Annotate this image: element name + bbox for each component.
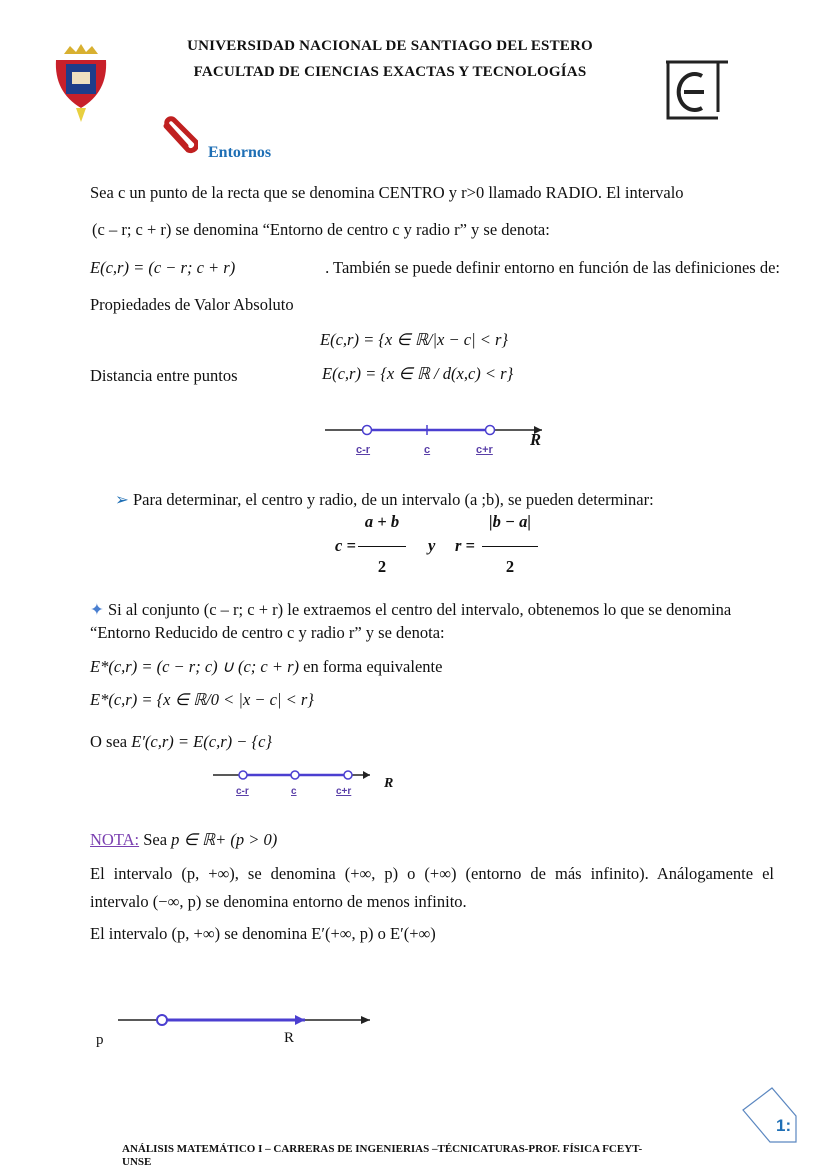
open-point	[363, 426, 372, 435]
nota-line-2: intervalo (−∞, p) se denomina entorno de menos infinito.	[90, 892, 467, 911]
intro-line-4: Propiedades de Valor Absoluto	[90, 295, 294, 314]
label-c-plus-r: c+r	[336, 786, 352, 797]
bullet-item: ➢ Para determinar, el centro y radio, de un intervalo (a ;b), se pueden determinar:	[115, 490, 654, 509]
r-equals: r =	[455, 536, 475, 555]
label-c: c	[424, 444, 431, 456]
page-number: 1:	[776, 1116, 792, 1135]
intro-line-2: (c – r; c + r) se denomina “Entorno de centro c y radio r” y se denota:	[92, 220, 550, 239]
number-line-1	[320, 420, 550, 440]
label-c: c	[291, 786, 297, 797]
number-line-3	[115, 1010, 375, 1030]
neighborhood-formula: E(c,r) = (c − r; c + r)	[90, 258, 236, 277]
abs-value-formula: E(c,r) = {x ∈ ℝ/|x − c| < r}	[320, 330, 509, 349]
fraction-r	[482, 512, 538, 577]
distance-label: Distancia entre puntos	[90, 366, 238, 385]
distance-formula: E(c,r) = {x ∈ ℝ / d(x,c) < r}	[322, 364, 514, 383]
intro-line-1: Sea c un punto de la recta que se denomina CENTRO y r>0 llamado RADIO. El intervalo	[90, 183, 684, 202]
label-p: p	[96, 1032, 104, 1048]
label-c-plus-r: c+r	[476, 444, 493, 456]
paperclip-icon	[158, 116, 198, 160]
c-denominator: 2	[377, 557, 387, 576]
reduced-line-2: “Entorno Reducido de centro c y radio r” y se denota:	[90, 623, 445, 642]
intro-line-3-text: . También se puede definir entorno en función de las definiciones de:	[325, 258, 780, 277]
open-point	[486, 426, 495, 435]
star-bullet-icon: ✦	[90, 600, 108, 619]
label-c-minus-r: c-r	[236, 786, 249, 797]
axis-label-r: R	[284, 1030, 295, 1046]
footer-line-1: ANÁLISIS MATEMÁTICO I – CARRERAS DE INGENIERIAS –TÉCNICATURAS-PROF. FÍSICA FCEYT-	[122, 1143, 643, 1155]
faculty-logo	[658, 52, 732, 124]
label-c-minus-r: c-r	[356, 444, 371, 456]
fraction-c	[358, 512, 406, 577]
university-name: UNIVERSIDAD NACIONAL DE SANTIAGO DEL ESTERO	[187, 38, 593, 54]
axis-label-r: R	[530, 430, 542, 449]
r-numerator: |b − a|	[482, 512, 538, 547]
c-equals: c =	[335, 536, 356, 555]
faculty-name: FACULTAD DE CIENCIAS EXACTAS Y TECNOLOGÍAS	[193, 64, 587, 80]
c-numerator: a + b	[358, 512, 406, 547]
nota-line-1: El intervalo (p, +∞), se denomina (+∞, p) o (+∞) (entorno de más infinito). Análogamente el	[90, 864, 774, 883]
reduced-formula-3: O sea E′(c,r) = E(c,r) − {c}	[90, 732, 273, 751]
reduced-formula-1: E*(c,r) = (c − r; c) ∪ (c; c + r) en forma equivalente	[90, 657, 443, 676]
conjunction-y: y	[428, 536, 436, 555]
axis-label-r: R	[384, 776, 394, 791]
nota-line: NOTA: Sea p ∈ ℝ+ (p > 0)	[90, 830, 278, 849]
number-line-2	[210, 766, 375, 784]
footer-line-2: UNSE	[122, 1156, 152, 1168]
arrow-bullet-icon: ➢	[115, 490, 133, 509]
university-crest-logo	[50, 42, 112, 128]
intro-line-3	[90, 258, 780, 278]
r-denominator: 2	[505, 557, 515, 576]
section-title: Entornos	[208, 144, 272, 161]
reduced-line-1: ✦ Si al conjunto (c – r; c + r) le extraemos el centro del intervalo, obtenemos lo que se denomina	[90, 600, 732, 619]
reduced-formula-2: E*(c,r) = {x ∈ ℝ/0 < |x − c| < r}	[90, 690, 314, 709]
nota-line-3: El intervalo (p, +∞) se denomina E′(+∞, p) o E′(+∞)	[90, 924, 436, 943]
